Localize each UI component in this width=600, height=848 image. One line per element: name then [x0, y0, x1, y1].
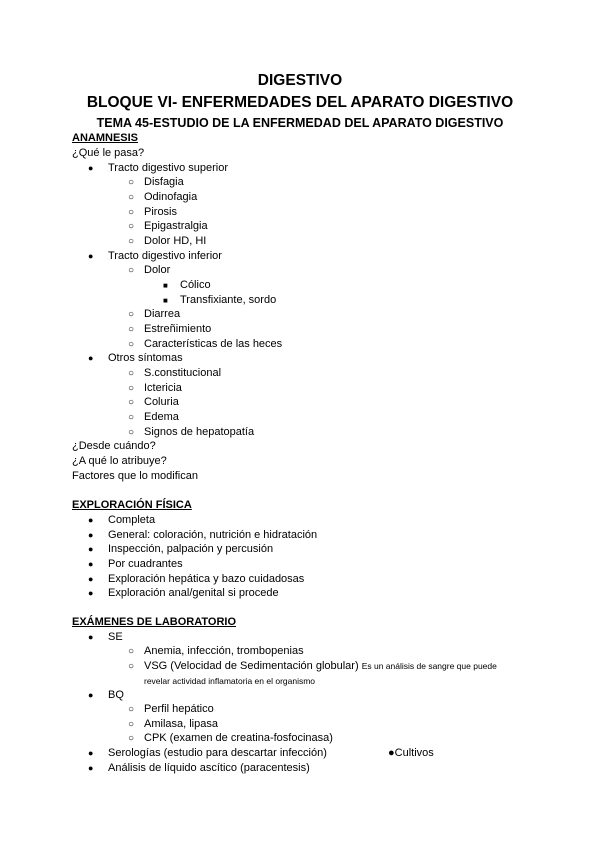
list-item: Coluria	[144, 396, 179, 408]
list-item: Disfagia	[144, 176, 184, 188]
modifying-factors: Factores que lo modifican	[72, 470, 198, 482]
list-item: Por cuadrantes	[108, 558, 183, 570]
list-item: Diarrea	[144, 308, 181, 320]
other-symptoms-label: Otros síntomas	[108, 352, 183, 364]
circle-bullet: ○	[128, 368, 135, 379]
list-item: Cólico	[180, 279, 211, 291]
circle-bullet: ○	[128, 207, 135, 218]
vsg-item	[144, 660, 497, 673]
block-title: BLOQUE VI- ENFERMEDADES DEL APARATO DIGESTIVO	[86, 94, 514, 111]
list-item: S.constitucional	[144, 367, 222, 379]
bq-label: BQ	[108, 689, 124, 701]
list-item: Exploración anal/genital si procede	[108, 587, 279, 599]
disc-bullet: ●	[88, 763, 94, 773]
list-item: CPK (examen de creatina-fosfocinasa)	[144, 732, 333, 744]
list-item: Signos de hepatopatía	[144, 426, 255, 438]
list-item: Características de las heces	[144, 338, 283, 350]
inferior-tract-label: Tracto digestivo inferior	[108, 250, 222, 262]
list-item: Transfixiante, sordo	[180, 294, 277, 306]
circle-bullet: ○	[128, 324, 135, 335]
disc-bullet: ●	[88, 530, 94, 540]
vsg-note-continued: revelar actividad inflamatoria en el organismo	[144, 676, 316, 686]
disc-bullet: ●	[88, 353, 94, 363]
circle-bullet: ○	[128, 704, 135, 715]
superior-tract-label: Tracto digestivo superior	[108, 162, 229, 174]
vsg-note: Es un análisis de sangre que puede	[361, 661, 497, 671]
disc-bullet: ●	[88, 163, 94, 173]
circle-bullet: ○	[128, 192, 135, 203]
disc-bullet: ●	[88, 690, 94, 700]
list-item: Estreñimiento	[144, 323, 212, 335]
list-item: Completa	[108, 514, 156, 526]
circle-bullet: ○	[128, 646, 135, 657]
disc-bullet: ●	[88, 588, 94, 598]
list-item: Exploración hepática y bazo cuidadosas	[108, 573, 305, 585]
square-bullet: ■	[163, 281, 168, 290]
question-since-when: ¿Desde cuándo?	[72, 440, 156, 452]
list-item: Edema	[144, 411, 179, 423]
disc-bullet: ●	[88, 544, 94, 554]
document-title: DIGESTIVO	[257, 72, 343, 89]
circle-bullet: ○	[128, 427, 135, 438]
disc-bullet: ●	[88, 559, 94, 569]
circle-bullet: ○	[128, 236, 135, 247]
circle-bullet: ○	[128, 177, 135, 188]
list-item: Inspección, palpación y percusión	[108, 543, 274, 555]
laboratorio-heading: EXÁMENES DE LABORATORIO	[72, 616, 236, 628]
list-item: Amilasa, lipasa	[144, 718, 218, 730]
question-attribution: ¿A qué lo atribuye?	[72, 455, 167, 467]
circle-bullet: ○	[128, 339, 135, 350]
circle-bullet: ○	[128, 719, 135, 730]
list-item: Perfil hepático	[144, 703, 214, 715]
list-item: Pirosis	[144, 206, 178, 218]
disc-bullet: ●	[88, 515, 94, 525]
circle-bullet: ○	[128, 397, 135, 408]
list-item: Epigastralgia	[144, 220, 208, 232]
question-what: ¿Qué le pasa?	[72, 147, 145, 159]
serologias-item: Serologías (estudio para descartar infección)	[108, 747, 327, 759]
disc-bullet: ●	[88, 574, 94, 584]
list-item: Anemia, infección, trombopenias	[144, 645, 304, 657]
cultivos-item: ●Cultivos	[388, 747, 434, 759]
se-label: SE	[108, 631, 123, 643]
list-item: Dolor	[144, 264, 171, 276]
circle-bullet: ○	[128, 309, 135, 320]
ascitico-item: Análisis de líquido ascítico (paracentesis)	[108, 762, 310, 774]
disc-bullet: ●	[88, 748, 94, 758]
circle-bullet: ○	[128, 383, 135, 394]
list-item: Ictericia	[144, 382, 182, 394]
list-item: General: coloración, nutrición e hidratación	[108, 529, 318, 541]
circle-bullet: ○	[128, 661, 135, 672]
list-item: Dolor HD, HI	[144, 235, 207, 247]
disc-bullet: ●	[88, 251, 94, 261]
square-bullet: ■	[163, 296, 168, 305]
exploracion-heading: EXPLORACIÓN FÍSICA	[72, 499, 192, 511]
circle-bullet: ○	[128, 265, 135, 276]
circle-bullet: ○	[128, 221, 135, 232]
circle-bullet: ○	[128, 412, 135, 423]
circle-bullet: ○	[128, 733, 135, 744]
topic-title: TEMA 45-ESTUDIO DE LA ENFERMEDAD DEL APARATO DIGESTIVO	[96, 116, 504, 130]
anamnesis-heading: ANAMNESIS	[72, 132, 139, 144]
list-item: Odinofagia	[144, 191, 198, 203]
vsg-label: VSG (Velocidad de Sedimentación globular)	[144, 660, 359, 672]
disc-bullet: ●	[88, 632, 94, 642]
